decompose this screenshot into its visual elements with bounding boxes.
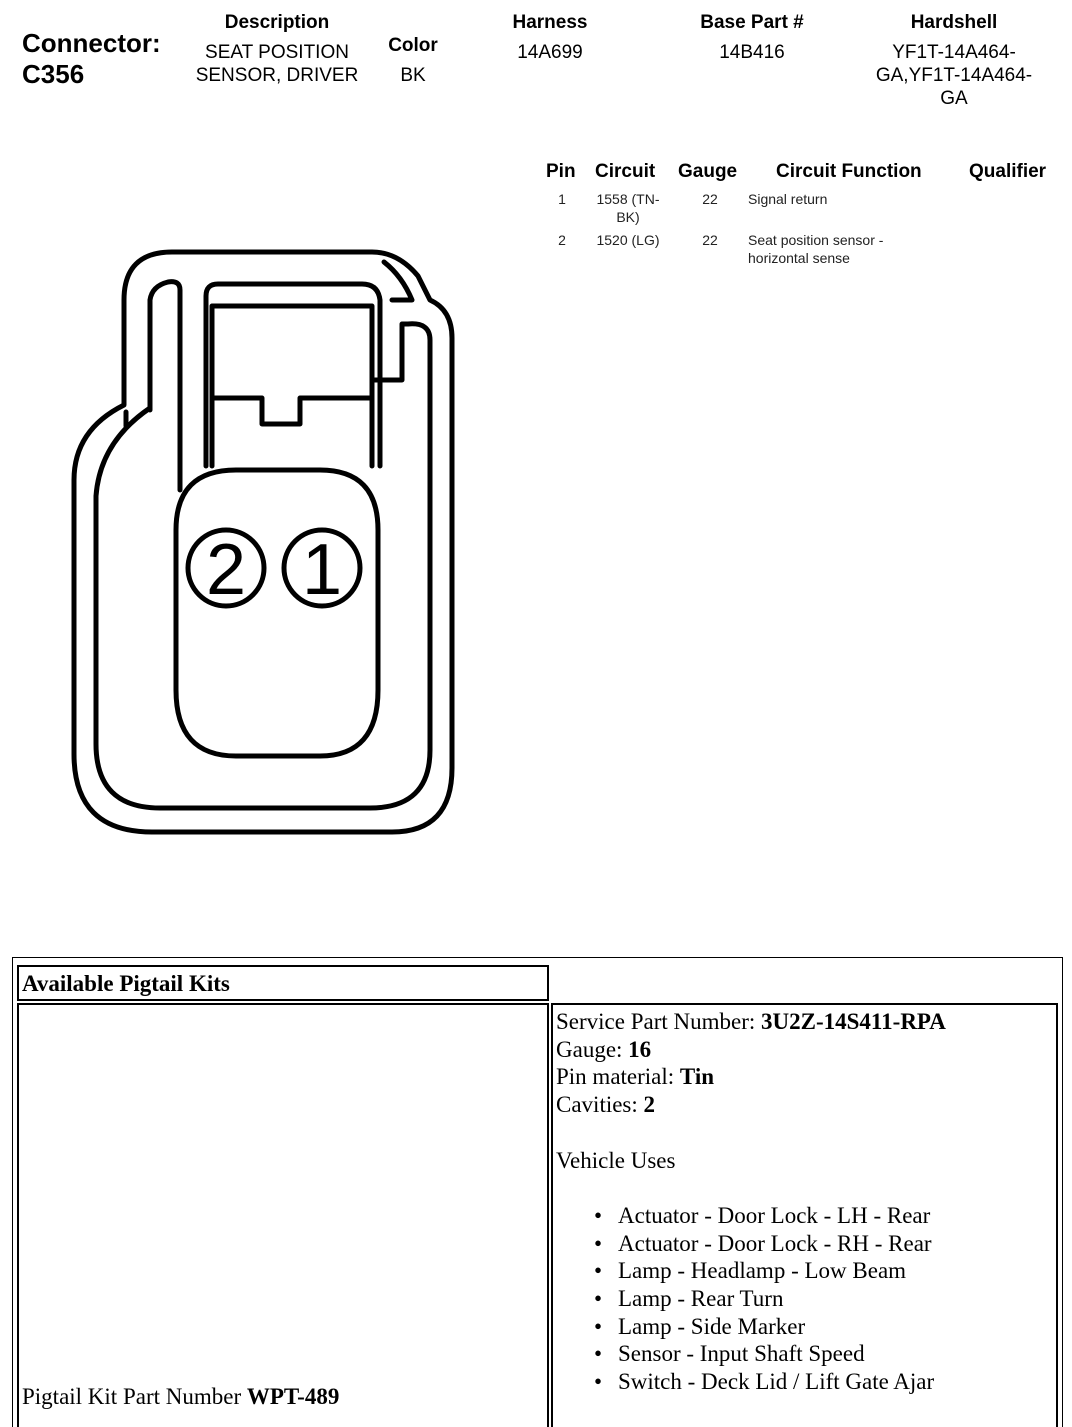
connector-id: C356 bbox=[22, 59, 85, 89]
harness-header: Harness bbox=[512, 12, 588, 33]
vehicle-use-item: • Switch - Deck Lid / Lift Gate Ajar bbox=[590, 1368, 1056, 1396]
connector-label: Connector: bbox=[22, 28, 161, 58]
pigtail-details bbox=[556, 1008, 1056, 1396]
latch-tab bbox=[150, 282, 180, 490]
description-header: Description bbox=[224, 12, 330, 33]
pin-2-gauge: 22 bbox=[702, 232, 718, 248]
vehicle-use-item: • Actuator - Door Lock - RH - Rear bbox=[590, 1230, 1056, 1258]
pin-2-function-line-2: horizontal sense bbox=[748, 250, 850, 266]
pin-2-number: 2 bbox=[558, 232, 566, 248]
pin-material-row: Pin material: Tin bbox=[556, 1064, 715, 1090]
pin-2-label: 2 bbox=[205, 530, 247, 610]
lock-inner-outline bbox=[212, 306, 372, 466]
pin-1-label: 1 bbox=[301, 530, 343, 610]
pin-1-number: 1 bbox=[558, 191, 566, 207]
housing-outer-outline bbox=[74, 252, 452, 832]
base-part-value: 14B416 bbox=[719, 42, 785, 63]
color-header: Color bbox=[388, 35, 438, 56]
service-part-number: Service Part Number: 3U2Z-14S411-RPA bbox=[556, 1009, 946, 1034]
pin-column-header: Pin bbox=[546, 161, 576, 182]
base-part-header: Base Part # bbox=[700, 12, 804, 33]
circuit-column-header: Circuit bbox=[595, 161, 656, 182]
vehicle-use-item: • Lamp - Side Marker bbox=[590, 1313, 1056, 1341]
pigtail-kit-cell bbox=[17, 1003, 549, 1427]
pigtail-kit-number: Pigtail Kit Part Number WPT-489 bbox=[22, 1384, 340, 1409]
description-line-1: SEAT POSITION bbox=[205, 42, 349, 63]
pin-2-function-line-1: Seat position sensor - bbox=[748, 232, 884, 248]
vehicle-use-item: • Lamp - Rear Turn bbox=[590, 1285, 1056, 1313]
gauge-column-header: Gauge bbox=[678, 161, 738, 182]
qualifier-column-header: Qualifier bbox=[969, 161, 1047, 182]
hardshell-line-2: GA,YF1T-14A464- bbox=[875, 65, 1033, 86]
lock-top-outline bbox=[206, 284, 380, 466]
pin-1-circuit-line-1: 1558 (TN- bbox=[596, 191, 660, 207]
function-column-header: Circuit Function bbox=[776, 161, 922, 182]
hardshell-header: Hardshell bbox=[910, 12, 998, 33]
pigtail-title-cell bbox=[17, 965, 549, 1001]
hardshell-line-3: GA bbox=[940, 88, 968, 109]
lock-detent bbox=[212, 398, 372, 424]
pin-1-function: Signal return bbox=[748, 191, 828, 207]
hardshell-line-1: YF1T-14A464- bbox=[892, 42, 1016, 63]
pigtail-title: Available Pigtail Kits bbox=[22, 971, 230, 996]
vehicle-use-item: • Sensor - Input Shaft Speed bbox=[590, 1340, 1056, 1368]
vehicle-use-item: • Lamp - Headlamp - Low Beam bbox=[590, 1257, 1056, 1285]
pin-1-circuit-line-2: BK) bbox=[616, 209, 640, 225]
pin-1-gauge: 22 bbox=[702, 191, 718, 207]
gauge-row: Gauge: 16 bbox=[556, 1036, 652, 1062]
terminal-cavity bbox=[176, 470, 378, 756]
description-line-2: SENSOR, DRIVER bbox=[195, 65, 359, 86]
vehicle-uses-list bbox=[590, 1202, 1056, 1396]
vehicle-uses-label: Vehicle Uses bbox=[556, 1147, 676, 1173]
pin-2-circuit: 1520 (LG) bbox=[596, 232, 660, 248]
color-value: BK bbox=[400, 65, 426, 86]
cavities-row: Cavities: 2 bbox=[556, 1092, 656, 1118]
harness-value: 14A699 bbox=[517, 42, 583, 63]
pigtail-details-cell bbox=[551, 1003, 1058, 1427]
vehicle-use-item: • Actuator - Door Lock - LH - Rear bbox=[590, 1202, 1056, 1230]
